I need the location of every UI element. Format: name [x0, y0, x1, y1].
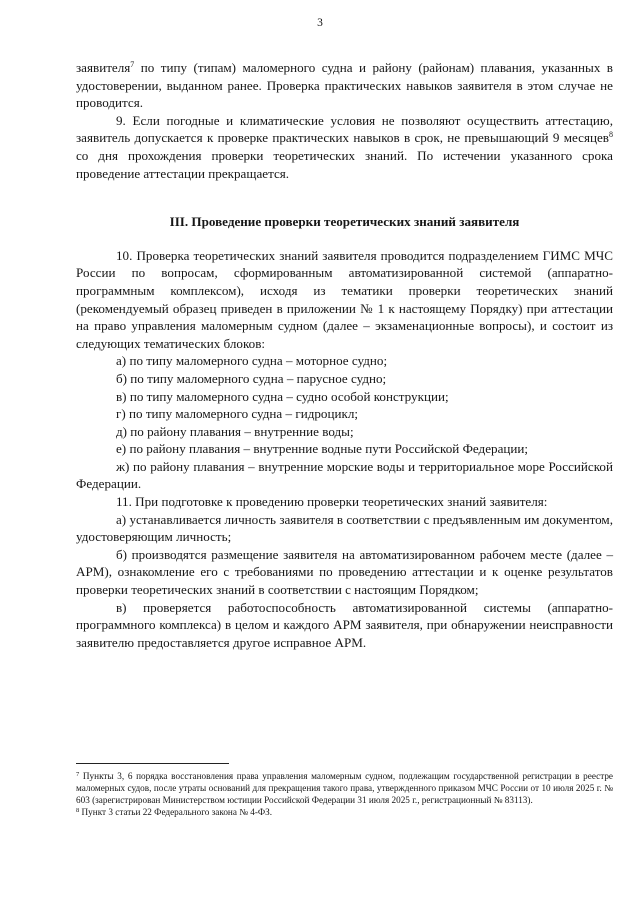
footnote-7 — [76, 770, 613, 806]
list-item: д) по району плавания – внутренние воды; — [116, 423, 354, 439]
list-item: в) по типу маломерного судна – судно особой конструкции; — [116, 388, 449, 404]
footnote-text: Пункт 3 статьи 22 Федерального закона № 4-ФЗ. — [79, 807, 273, 817]
footnote-8 — [76, 806, 613, 818]
list-item: б) по типу маломерного судна – парусное судно; — [116, 370, 387, 386]
list-item: а) по типу маломерного судна – моторное судно; — [116, 353, 388, 369]
paragraph-11: 11. При подготовке к проведению проверки теоретических знаний заявителя: — [116, 494, 548, 510]
list-item: б) производятся размещение заявителя на автоматизированном рабочем месте (далее – АРМ), ознакомление его с требованиями по проведению аттестации и к оценке результатов проверки теоретических знаний в соответствии с настоящим Порядком; — [76, 546, 613, 598]
list-item: г) по типу маломерного судна – гидроцикл; — [116, 406, 359, 422]
section-heading: III. Проведение проверки теоретических знаний заявителя — [169, 214, 520, 230]
paragraph-continuation — [76, 59, 613, 112]
paragraph-text: 9. Если погодные и климатические условия не позволяют осуществить аттестацию, заявитель допускается к проверке практических навыков в срок, не превышающий 9 месяцев — [76, 112, 613, 146]
paragraph-text: по типу (типам) маломерного судна и району (районам) плавания, указанных в удостоверении, выданном ранее. Проверка практических навыков заявителя в этом случае не проводится. — [76, 60, 613, 111]
page-number: 3 — [317, 17, 323, 29]
document-body — [76, 59, 613, 651]
footnote-mark: 7 — [76, 771, 80, 778]
list-item: е) по району плавания – внутренние водные пути Российской Федерации; — [116, 441, 529, 457]
list-item: а) устанавливается личность заявителя в соответствии с предъявленным им документом, удостоверяющим личность; — [76, 511, 613, 545]
footnote-ref-7[interactable]: 7 — [130, 60, 135, 69]
paragraph-text: заявителя — [76, 60, 131, 75]
footnote-text: Пункты 3, 6 порядка восстановления права управления маломерным судном, подлежащим государственной регистрации в реестре маломерных судов, после утраты оснований для прекращения такого права, утвержденного приказом МЧС России от 10 июля 2025 г. № 603 (зарегистрирован Министерством юстиции Российской Федерации 31 июля 2025 г., регистрационный № 83113). — [76, 771, 613, 805]
footnotes — [76, 770, 613, 818]
footnote-mark: 8 — [76, 807, 80, 814]
paragraph-10: 10. Проверка теоретических знаний заявителя проводится подразделением ГИМС МЧС России по вопросам, сформированным автоматизированной системой (аппаратно-программным комплексом), исходя из тематики проверки теоретических знаний (рекомендуемый образец приведен в приложении № 1 к настоящему Порядку) при аттестации на право управления маломерным судном (далее – экзаменационные вопросы), и состоит из следующих тематических блоков: — [76, 247, 613, 351]
list-item: в) проверяется работоспособность автоматизированной системы (аппаратно-программного комплекса) в целом и каждого АРМ заявителя, при обнаружении неисправности заявителю предоставляется другое исправное АРМ. — [76, 599, 613, 650]
footnote-ref-8[interactable]: 8 — [609, 130, 613, 140]
paragraph-text: со дня прохождения проверки теоретических знаний. По истечении указанного срока проведение аттестации прекращается. — [76, 147, 613, 181]
footnote-divider — [76, 763, 229, 764]
paragraph-9 — [76, 112, 613, 182]
list-item: ж) по району плавания – внутренние морские воды и территориальное море Российской Федерации. — [76, 458, 613, 492]
